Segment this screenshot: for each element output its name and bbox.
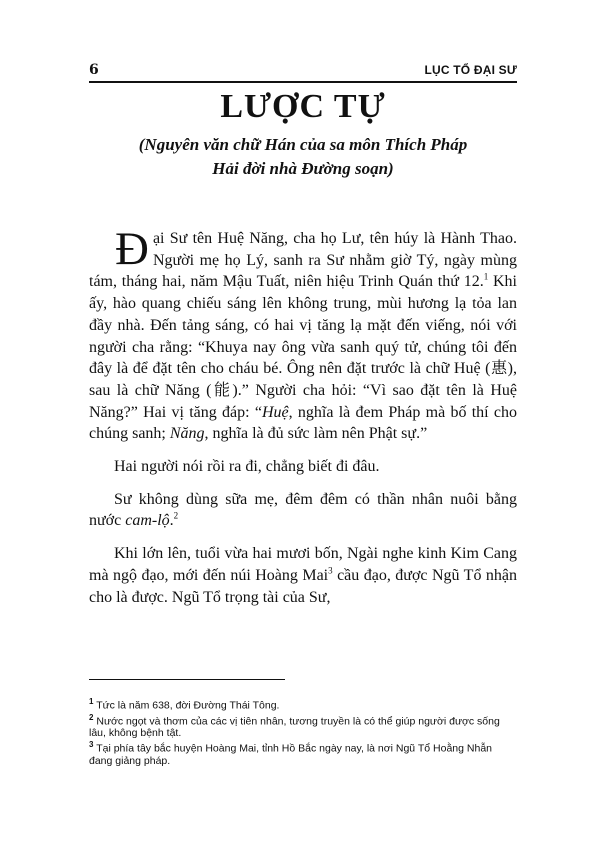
footnote-text: Nước ngọt và thơm của các vị tiên nhân, tương truyền là có thể giúp người được sống lâu, không bệnh tật. <box>89 715 500 739</box>
paragraph-2: Hai người nói rồi ra đi, chẳng biết đi đâu. <box>114 458 380 476</box>
subtitle-line-1: (Nguyên văn chữ Hán của sa môn Thích Pháp <box>138 135 468 154</box>
p3-emphasis: cam-lộ <box>125 512 170 530</box>
footnote-text: Tức là năm 638, đời Đường Thái Tông. <box>96 699 280 712</box>
footnote-2 <box>89 712 517 740</box>
footnote-ref-2: 2 <box>173 511 179 522</box>
header-rule <box>89 81 517 83</box>
p3-text-b: . <box>169 512 174 530</box>
chapter-subtitle <box>89 133 517 181</box>
subtitle-line-2: Hải đời nhà Đường soạn) <box>212 159 394 178</box>
footnote-ref-3: 3 <box>328 565 333 576</box>
p1-text-c: , nghĩa là đem Pháp mà bố thí cho chúng sanh; <box>89 403 517 443</box>
footnote-1 <box>89 696 517 712</box>
footnote-number: 1 <box>89 697 94 706</box>
running-title: LỤC TỔ ĐẠI SƯ <box>424 63 517 77</box>
body-text <box>89 223 517 619</box>
p4-text-b: cầu đạo, được Ngũ Tổ nhận cho là được. Ngũ Tổ trọng tài của Sư, <box>89 566 517 606</box>
drop-cap: Đ <box>115 223 149 275</box>
p1-emphasis-nang: Năng <box>169 425 205 443</box>
p3-text-a: Sư không dùng sữa mẹ, đêm đêm có thần nhân nuôi bằng nước <box>89 490 517 530</box>
p1-text-a: ại Sư tên Huệ Năng, cha họ Lư, tên húy là Hành Thao. Người mẹ họ Lý, sanh ra Sư nhằm giờ Tý, ngày mùng tám, tháng hai, năm Mậu Tuất, niên hiệu Trinh Quán thứ 12. <box>89 230 517 291</box>
footnote-text: Tại phía tây bắc huyện Hoàng Mai, tỉnh Hồ Bắc ngày nay, là nơi Ngũ Tổ Hoằng Nhẫn đang giảng pháp. <box>89 742 493 767</box>
paragraph-1 <box>89 223 517 445</box>
page-header <box>89 62 517 80</box>
p4-text-a: Khi lớn lên, tuổi vừa hai mươi bốn, Ngài nghe kinh Kim Cang mà ngộ đạo, mới đến núi Hoàng Mai <box>89 545 517 584</box>
page-number: 6 <box>89 62 99 78</box>
footnotes <box>89 696 517 767</box>
chapter-title: LƯỢC TỰ <box>220 88 386 125</box>
footnote-rule <box>89 679 285 680</box>
footnote-ref-1: 1 <box>483 272 489 283</box>
footnote-number: 2 <box>89 712 94 722</box>
p1-text-b: Khi ấy, hào quang chiếu sáng lên không trung, mùi hương lạ tỏa lan đầy nhà. Đến tảng sáng, có hai vị tăng lạ mặt đến viếng, nói với người cha rằng: “Khuya nay ông vừa sanh quý tử, chúng tôi đến đây là để đặt tên cho cháu bé. Ông nên đặt trước là chữ Huệ (惠), sau là chữ Năng (能).” Người cha hỏi: “Vì sao đặt tên là Huệ Năng?” Hai vị tăng đáp: “ <box>89 273 517 421</box>
footnote-3 <box>89 739 517 767</box>
footnote-number: 3 <box>89 740 94 749</box>
paragraph-3 <box>89 489 517 532</box>
paragraph-4 <box>89 543 517 608</box>
p1-text-d: , nghĩa là đủ sức làm nên Phật sự.” <box>204 425 428 443</box>
p1-emphasis-hue: Huệ <box>261 403 289 421</box>
